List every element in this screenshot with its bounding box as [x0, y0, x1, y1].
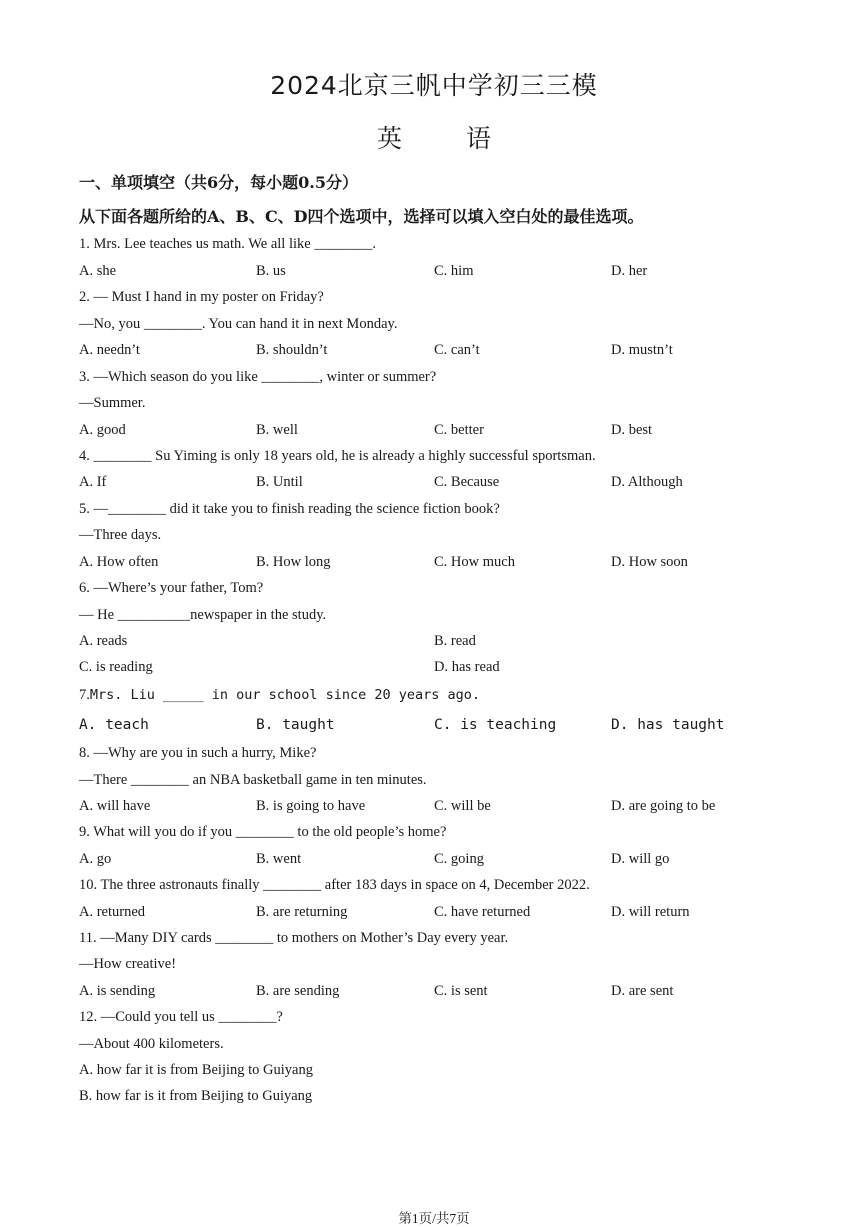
section-heading: 一、单项填空（共6分，每小题0.5分） [79, 173, 358, 192]
q5-option-d: D. How soon [611, 554, 688, 570]
q3-option-c: C. better [434, 422, 484, 438]
q9-option-c: C. going [434, 851, 484, 867]
q2-reply: —No, you ________. You can hand it in next Monday. [79, 316, 398, 332]
q4-option-d: D. Although [611, 474, 683, 490]
q7-number: 7. [79, 687, 90, 703]
subject-char-2: 语 [466, 124, 492, 153]
q5-option-c: C. How much [434, 554, 515, 570]
q10-option-c: C. have returned [434, 904, 531, 920]
q11-option-a: A. is sending [79, 983, 156, 999]
q11-reply: —How creative! [79, 956, 177, 972]
q3-stem: 3. —Which season do you like ________, winter or summer? [79, 369, 437, 385]
q5-option-b: B. How long [256, 554, 331, 570]
q8-option-a: A. will have [79, 798, 151, 814]
q12-stem: 12. —Could you tell us ________? [79, 1009, 283, 1025]
q4-option-a: A. If [79, 474, 107, 490]
q11-option-b: B. are sending [256, 983, 340, 999]
q6-stem: 6. —Where’s your father, Tom? [79, 580, 264, 596]
q9-option-b: B. went [256, 851, 302, 867]
q8-option-b: B. is going to have [256, 798, 366, 814]
q1-option-d: D. her [611, 263, 648, 279]
q1-option-b: B. us [256, 263, 286, 279]
q4-stem: 4. ________ Su Yiming is only 18 years old, he is already a highly successful sportsman. [79, 448, 596, 464]
q10-stem: 10. The three astronauts finally ________ after 183 days in space on 4, December 2022. [79, 877, 590, 893]
q7-option-c: C. is teaching [434, 717, 557, 733]
q8-option-c: C. will be [434, 798, 491, 814]
page-number: 第1页/共7页 [398, 1211, 470, 1226]
q7-option-a: A. teach [79, 717, 149, 733]
q3-option-a: A. good [79, 422, 126, 438]
q10-option-a: A. returned [79, 904, 146, 920]
q6-reply: — He __________newspaper in the study. [79, 607, 327, 623]
q3-reply: —Summer. [79, 395, 146, 411]
q6-option-a: A. reads [79, 633, 128, 649]
q5-stem: 5. —________ did it take you to finish reading the science fiction book? [79, 501, 500, 517]
q1-option-a: A. she [79, 263, 117, 279]
subject-char-1: 英 [376, 124, 402, 153]
q10-option-d: D. will return [611, 904, 690, 920]
q2-option-b: B. shouldn’t [256, 342, 328, 358]
q2-option-a: A. needn’t [79, 342, 140, 358]
q12-reply: —About 400 kilometers. [79, 1036, 224, 1052]
q7-option-b: B. taught [256, 717, 335, 733]
q1-option-c: C. him [434, 263, 474, 279]
q2-stem: 2. — Must I hand in my poster on Friday? [79, 289, 324, 305]
q2-option-d: D. mustn’t [611, 342, 673, 358]
q10-option-b: B. are returning [256, 904, 348, 920]
q9-option-a: A. go [79, 851, 112, 867]
q7-stem-line [79, 687, 480, 704]
q6-option-b: B. read [434, 633, 476, 649]
subject-title [0, 119, 868, 155]
q1-stem: 1. Mrs. Lee teaches us math. We all like ________. [79, 236, 376, 252]
q3-option-b: B. well [256, 422, 298, 438]
q9-stem: 9. What will you do if you ________ to the old people’s home? [79, 824, 447, 840]
q5-reply: —Three days. [79, 527, 162, 543]
q8-reply: —There ________ an NBA basketball game in ten minutes. [79, 772, 427, 788]
exam-title: 2024北京三帆中学初三三模 [270, 71, 598, 100]
q12-option-b: B. how far is it from Beijing to Guiyang [79, 1088, 313, 1104]
q11-stem: 11. —Many DIY cards ________ to mothers on Mother’s Day every year. [79, 930, 509, 946]
q9-option-d: D. will go [611, 851, 670, 867]
q11-option-c: C. is sent [434, 983, 488, 999]
q5-option-a: A. How often [79, 554, 159, 570]
section-instruction: 从下面各题所给的A、B、C、D四个选项中，选择可以填入空白处的最佳选项。 [79, 207, 644, 226]
q6-option-c: C. is reading [79, 659, 153, 675]
q3-option-d: D. best [611, 422, 653, 438]
q4-option-c: C. Because [434, 474, 500, 490]
q12-option-a: A. how far it is from Beijing to Guiyang [79, 1062, 313, 1078]
q7-option-d: D. has taught [611, 717, 725, 733]
q4-option-b: B. Until [256, 474, 303, 490]
q11-option-d: D. are sent [611, 983, 674, 999]
q8-stem: 8. —Why are you in such a hurry, Mike? [79, 745, 317, 761]
q6-option-d: D. has read [434, 659, 500, 675]
q7-stem: Mrs. Liu _____ in our school since 20 years ago. [89, 687, 481, 703]
q8-option-d: D. are going to be [611, 798, 716, 814]
q2-option-c: C. can’t [434, 342, 480, 358]
